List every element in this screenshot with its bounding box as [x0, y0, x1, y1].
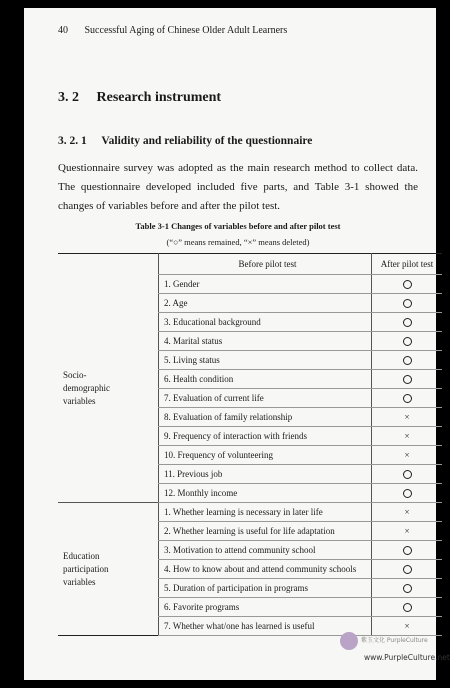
- watermark-url: www.PurpleCulture.net: [364, 653, 450, 662]
- remained-circle-mark: [372, 465, 443, 484]
- circle-icon: [403, 584, 412, 593]
- remained-circle-mark: [372, 332, 443, 351]
- table-row: [58, 275, 442, 294]
- variable-item: 2. Age: [159, 294, 372, 313]
- deleted-cross-mark: [372, 408, 443, 427]
- section-title: Research instrument: [96, 90, 222, 105]
- variable-item: 6. Health condition: [159, 370, 372, 389]
- group-label: Education participation variables: [63, 550, 109, 587]
- circle-icon: [403, 299, 412, 308]
- subsection-heading: [58, 135, 312, 147]
- remained-circle-mark: [372, 351, 443, 370]
- variable-item: 1. Gender: [159, 275, 372, 294]
- variable-item: 9. Frequency of interaction with friends: [159, 427, 372, 446]
- variable-item: 2. Whether learning is useful for life adaptation: [159, 522, 372, 541]
- table-caption: Table 3-1 Changes of variables before and after pilot test: [135, 221, 341, 231]
- variable-item: 7. Whether what/one has learned is useful: [159, 617, 372, 636]
- purple-culture-logo-icon: [340, 632, 358, 650]
- remained-circle-mark: [372, 275, 443, 294]
- variable-item: 7. Evaluation of current life: [159, 389, 372, 408]
- after-column-header: After pilot test: [372, 254, 443, 275]
- variable-item: 5. Duration of participation in programs: [159, 579, 372, 598]
- remained-circle-mark: [372, 294, 443, 313]
- deleted-cross-mark: [372, 522, 443, 541]
- variable-item: 4. How to know about and attend community schools: [159, 560, 372, 579]
- running-title: Successful Aging of Chinese Older Adult Learners: [84, 25, 288, 36]
- remained-circle-mark: [372, 560, 443, 579]
- cross-mark-text: ×: [404, 450, 410, 460]
- variable-item: 8. Evaluation of family relationship: [159, 408, 372, 427]
- remained-circle-mark: [372, 541, 443, 560]
- remained-circle-mark: [372, 313, 443, 332]
- variable-item: 6. Favorite programs: [159, 598, 372, 617]
- deleted-cross-mark: [372, 427, 443, 446]
- group-column-header: [58, 254, 159, 275]
- cross-mark-text: ×: [404, 412, 410, 422]
- variable-item: 11. Previous job: [159, 465, 372, 484]
- circle-icon: [403, 470, 412, 479]
- variable-item: 12. Monthly income: [159, 484, 372, 503]
- variable-item: 3. Motivation to attend community school: [159, 541, 372, 560]
- circle-icon: [403, 394, 412, 403]
- before-column-header: Before pilot test: [159, 254, 372, 275]
- circle-icon: [403, 337, 412, 346]
- circle-icon: [403, 546, 412, 555]
- circle-icon: [403, 318, 412, 327]
- body-paragraph: Questionnaire survey was adopted as the main research method to collect data. The questionnaire developed included five parts, and Table 3-1 showed the changes of variables before and after the pilot test.: [58, 162, 418, 212]
- circle-icon: [403, 280, 412, 289]
- table-row: [58, 503, 442, 522]
- remained-circle-mark: [372, 579, 443, 598]
- cross-mark-text: ×: [404, 431, 410, 441]
- book-page: [24, 8, 450, 680]
- variable-item: 5. Living status: [159, 351, 372, 370]
- circle-icon: [403, 489, 412, 498]
- deleted-cross-mark: [372, 446, 443, 465]
- running-header: [58, 25, 287, 36]
- variable-item: 10. Frequency of volunteering: [159, 446, 372, 465]
- group-label: Socio- demographic variables: [63, 369, 110, 406]
- variables-table: [58, 253, 442, 636]
- circle-icon: [403, 375, 412, 384]
- section-number: 3. 2: [58, 90, 79, 105]
- subsection-number: 3. 2. 1: [58, 135, 87, 147]
- page-number: 40: [58, 25, 68, 36]
- deleted-cross-mark: [372, 617, 443, 636]
- variable-item: 1. Whether learning is necessary in later life: [159, 503, 372, 522]
- remained-circle-mark: [372, 484, 443, 503]
- remained-circle-mark: [372, 370, 443, 389]
- circle-icon: [403, 603, 412, 612]
- deleted-cross-mark: [372, 503, 443, 522]
- remained-circle-mark: [372, 389, 443, 408]
- cross-mark-text: ×: [404, 621, 410, 631]
- circle-icon: [403, 565, 412, 574]
- watermark-logo-text: 紫玉文化 PurpleCulture: [361, 637, 428, 644]
- table-note: (“○” means remained, “×” means deleted): [166, 237, 310, 247]
- variable-item: 3. Educational background: [159, 313, 372, 332]
- variable-item: 4. Marital status: [159, 332, 372, 351]
- section-heading: [58, 90, 221, 106]
- cross-mark-text: ×: [404, 526, 410, 536]
- remained-circle-mark: [372, 598, 443, 617]
- subsection-title: Validity and reliability of the questionnaire: [101, 135, 313, 147]
- cross-mark-text: ×: [404, 507, 410, 517]
- circle-icon: [403, 356, 412, 365]
